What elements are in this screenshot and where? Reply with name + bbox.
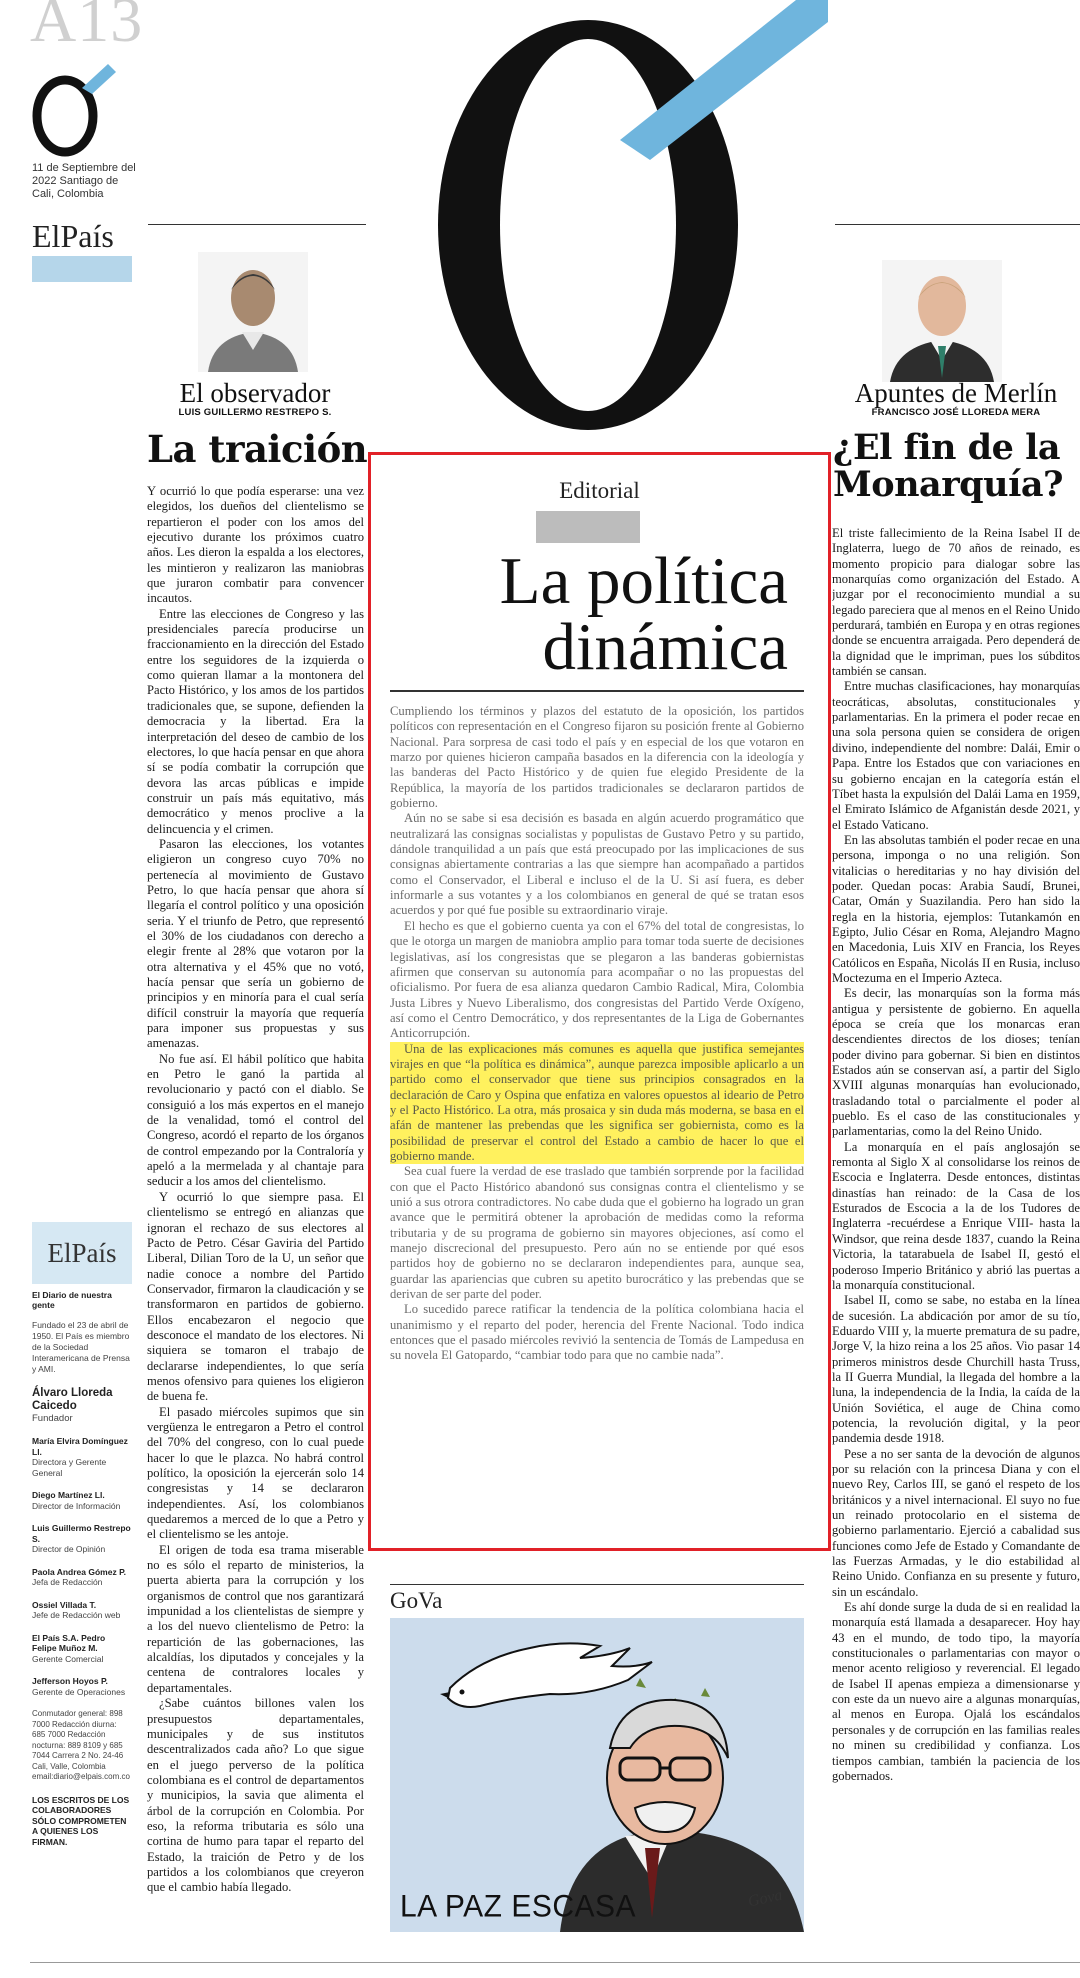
- staff-entry: [32, 1436, 132, 1478]
- founding-note: Fundado el 23 de abril de 1950. El País es miembro de la Sociedad Interamericana de Prensa y AMI.: [32, 1320, 130, 1374]
- tagline: El Diario de nuestra gente: [32, 1290, 112, 1310]
- editorial-title: [378, 544, 788, 684]
- paragraph: Cumpliendo los términos y plazos del estatuto de la oposición, los partidos políticos con representación en el Congreso fijaron su posición frente al Gobierno Nacional. Para sorpresa de casi todo el país y en especial de los que votaron en marzo por quienes hicieron campaña basados en la diferencia con la ideología y las banderas del Pacto Histórico y de quien fue elegido Presidente de la República, la mayoría de los partidos tradicionales se declararon partidos de gobierno.: [390, 704, 804, 811]
- staff-name: Ossiel Villada T.: [32, 1599, 97, 1610]
- paragraph: El triste fallecimiento de la Reina Isabel II de Inglaterra, luego de 70 años de reinado, es momento propicio para dialogar sobre las monarquías como organización del Estado. A juzgar por el reconocimiento mundial a su legado pareciera que al menos en el Reino Unido perdurará, también en Europa y en otras regiones donde se encuentra arraigada. Pero dependerá de la dignidad que le impriman, pues los súbditos también se cansan.: [832, 526, 1080, 679]
- editorial-title-line: La política: [499, 544, 788, 618]
- paragraph: Isabel II, como se sabe, no estaba en la línea de sucesión. La abdicación por amor de su tío, Eduardo VIII y, la muerte prematura de su padre, Jorge V, la hizo reina a los 25 años. Vio pasar 14 primeros ministros desde Churchill hasta Truss, la II Guerra Mundial, la llegada del hombre a la luna, la independencia de la India, la caída de la Unión Soviética, el auge de China como potencia, la revolución digital, y la peor pandemia desde 1918.: [832, 1293, 1080, 1446]
- staff-entry: [32, 1567, 132, 1588]
- column-section-title: Apuntes de Merlín: [854, 378, 1058, 408]
- paragraph: El hecho es que el gobierno cuenta ya con el 67% del total de congresistas, lo que le otorga un margen de maniobra amplio para tomar toda suerte de decisiones legislativas, así los congresistas que se plegaron a las banderas gobiernistas afirmen que conservan su autonomía para acompañar o no las propuestas del oficialismo. Por fuera de esa alianza quedaron Cambio Radical, Mira, Colombia Justa Libres y Nuevo Liberalismo, dos congresistas del Partido Verde Oxígeno, así como el Centro Democrático, y dos representantes de la Liga de Gobernantes Anticorrupción.: [390, 918, 804, 1041]
- staff-entry: [32, 1600, 132, 1621]
- founder-name: Álvaro Lloreda Caicedo: [32, 1387, 113, 1412]
- article-body: [832, 526, 1080, 1946]
- newspaper-logo: ElPaís: [32, 218, 114, 254]
- section-logo-large: [378, 0, 828, 430]
- staff-role: Jefe de Redacción web: [32, 1610, 121, 1620]
- staff-role: Gerente de Operaciones: [32, 1686, 126, 1697]
- editorial-title-line: dinámica: [542, 610, 788, 684]
- author-portrait-right: [882, 260, 1002, 382]
- logo-accent-bar: [32, 256, 132, 282]
- staff-name: Jefferson Hoyos P.: [32, 1676, 108, 1686]
- paragraph: Y ocurrió lo que podía esperarse: una vez elegidos, los dueños del clientelismo se repartieron el poder con los amos del ejecutivo durante los próximos cuatro años. Les dieron la espalda a los electores, les mintieron y realizaron las maniobras que juraron combatir para convencer incautos.: [147, 484, 364, 606]
- paragraph: No fue así. El hábil político que habita en Petro le ganó la partida al revolucionario y pactó con el diablo. Se consiguió a los más expertos en el manejo de la venalidad, tomó el control del Congreso, acordó el reparto de los órganos de control empezando por la Contraloría y apeló a la mermelada y al chantaje para seducir a los amos del clientelismo.: [147, 1051, 364, 1189]
- divider: [390, 690, 804, 692]
- staff-name: Diego Martínez Ll.: [32, 1490, 105, 1500]
- highlighted-paragraph: Una de las explicaciones más comunes es aquella que justifica semejantes virajes en que “la política es dinámica”, aunque parezca imposible aplicarlo a un partido como el conservador que tiene sus principios consagrados en la declaración de Caro y Ospina que enfatiza en valores opuestos al ideario de Petro y el Pacto Histórico. La otra, más prosaica y sin duda más moderna, se basa en el afán de mantener las prebendas que les significa ser gobiernista, como es la posibilidad de preservar el control del Estado a cambio de hacer lo que el gobierno mande.: [390, 1041, 804, 1163]
- founder-role: Fundador: [32, 1413, 73, 1424]
- paragraph: Entre las elecciones de Congreso y las presidenciales parecía producirse un fraccionamiento en la dirección del Estado entre los seguidores de la izquierda o como quieran llamar a la montonera del Pacto Histórico, y los amos de los partidos tradicionales que, se supone, defienden la democracia y la libertad. Era la interpretación del deseo de cambio de los electores, lo que hacía pensar en que ahora sí se podía combatir la corrupción que devora las arcas públicas e impide construir un país más equitativo, más democrático y menos proclive a la delincuencia y el crimen.: [147, 606, 364, 836]
- staff-role: Director de Opinión: [32, 1544, 106, 1554]
- staff-name: Luis Guillermo Restrepo S.: [32, 1523, 131, 1544]
- editorial-kicker: Editorial: [559, 478, 640, 503]
- cartoon-caption: LA PAZ ESCASA: [400, 1889, 637, 1924]
- headline-line: ¿El fin de la: [833, 427, 1061, 468]
- paragraph: Es ahí donde surge la duda de si en realidad la monarquía está llamada a desaparecer. Hoy hay 43 en el mundo, de todo tipo, la mayoría constitucionales o parlamentarias con mayor o menor acento religioso y reverencial. El legado de Isabel II apenas empieza a dimensionarse y con este da un nuevo aire a algunas monarquías, al menos en Europa. Ojalá los escándalos personales y de corrupción en las familias reales no minen su credibilidad y confianza. Los tiempos cambian, también la paciencia de los gobernados.: [832, 1600, 1080, 1783]
- article-headline: [833, 427, 1080, 505]
- masthead-sidebar: [32, 1222, 132, 1847]
- article-headline: La traición: [147, 427, 368, 471]
- paragraph: Sea cual fuere la verdad de ese traslado que también sorprende por la facilidad con que el Pacto Histórico abandonó sus consignas contra el clientelismo y se unió a sus otrora contradictores. No cabe duda que el gobierno ha logrado un gran avance que le permitirá obtener la aprobación de medidas como la reforma tributaria y de su programa de gobierno sin mayores objeciones, así como el manejo discrecional del presupuesto. Pero aún no se entiende por qué esos partidos hoy de gobierno no se declararon independientes para, aunque sea, guardar las apariencias que cubren su apetito burocrático y las prebendas que se derivan de ser parte del poder.: [390, 1164, 804, 1302]
- paragraph: Es decir, las monarquías son la forma más antigua y persistente de gobierno. En aquella época se creía que los monarcas eran descendientes directos de los dioses; tenían poder divino para gobernar. Si bien en distintos Estados aún se conservan así, a partir del Siglo XVIII algunas monarquías han evolucionado, trasladando total o parcialmente el poder al pueblo. Es el caso de las constitucionales y parlamentarias, como la del Reino Unido.: [832, 986, 1080, 1139]
- cartoon-illustration: [390, 1618, 804, 1932]
- divider: [30, 1962, 1080, 1963]
- staff-entry: [32, 1523, 132, 1555]
- dateline: 11 de Septiembre del 2022 Santiago de Cali, Colombia: [32, 162, 136, 200]
- staff-entry: [32, 1676, 132, 1697]
- sidebar-logo: ElPaís: [32, 1222, 132, 1284]
- cartoonist-signature: Gova: [746, 1886, 784, 1911]
- paragraph: El origen de toda esa trama miserable no es sólo el reparto de ministerios, la puerta abierta para la corrupción y los organismos de control que nos garantizará impunidad a los clientelistas de siempre y a los del nuevo clientelismo de Petro: la repartición de las gobernaciones, las alcaldías, los diputados y concejales y la centena de contralores locales y departamentales.: [147, 1542, 364, 1695]
- paragraph: ¿Sabe cuántos billones valen los presupuestos departamentales, municipales y de sus institutos descentralizados cada año? Lo que sigue en el juego perverso de la política colombiana es el control de departamentos y municipios, la savia que alimenta el árbol de la corrupción en Colombia. Por eso, la reforma tributaria es sólo una cortina de humo para tapar el reparto del Estado, la traición de Petro y de los partidos a los colombianos que creyeron que el cambio había llegado.: [147, 1696, 364, 1895]
- staff-entry: [32, 1490, 132, 1511]
- paragraph: Lo sucedido parece ratificar la tendencia de la política colombiana hacia el unanimismo y el reparto del poder, herencia del Frente Nacional. Todo indica entonces que el pasado miércoles revivió la sentencia de Tomás de Lampedusa en su novela El Gatopardo, “cambiar todo para que no cambie nada”.: [390, 1302, 804, 1363]
- staff-role: Gerente Comercial: [32, 1653, 104, 1664]
- divider: [390, 1584, 804, 1585]
- staff-name: El País S.A. Pedro Felipe Muñoz M.: [32, 1632, 106, 1653]
- divider: [148, 224, 366, 225]
- paragraph: Aún no se sabe si esa decisión es basada en algún acuerdo programático que neutralizará las consignas socialistas y populistas de Gustavo Petro y su partido, dándole tranquilidad a un país que está preocupado por las implicaciones de sus consignas abiertamente contrarias a las que siempre han acompañado a partidos como el Conservador, el Liberal e incluso el de la U. Si así fuera, es deber informarle a sus votantes y a los colombianos en general de qué se tratan esos acuerdos y por qué fue posible su extraordinario viraje.: [390, 811, 804, 918]
- author-portrait-left: [198, 252, 308, 372]
- paragraph: Y ocurrió lo que siempre pasa. El clientelismo se entregó en alianzas que ignoran el rechazo de sus electores al Pacto de Petro. César Gaviria del Partido Liberal, Dilian Toro de la U, un señor que nadie conoce a nombre del Partido Conservador, firmaron la claudicación y se transformaron en partidos de gobierno. Ellos encabezaron el negocio que desconoce el mandato de los electores. Ni siquiera se tomaron el trabajo de declararse independientes, lo que sería menos ofensivo para quienes los eligieron de buena fe.: [147, 1189, 364, 1404]
- section-logo-small: [30, 58, 140, 158]
- kicker-bar: [536, 511, 640, 543]
- page-number: A13: [30, 0, 144, 55]
- paragraph: Pasaron las elecciones, los votantes eligieron un congreso cuyo 70% no pertenecía al movimiento de Gustavo Petro, lo que hacía pensar que ahora sí llegaría el control político y una oposición seria. Y el triunfo de Petro, que representó el 30% de los ciudadanos con derecho a elegir frente al 28% que votaron por la otra alternativa y el 45% que no votó, hacía pensar que sería un gobierno de principios y en minoría para el cual sería difícil construir la mayoría que requería para imponer sus propuestas y sus amenazas.: [147, 836, 364, 1051]
- divider: [835, 224, 1080, 225]
- staff-entry: [32, 1633, 132, 1665]
- paragraph: En las absolutas también el poder recae en una persona, imponga o no una religión. Son vitalicias o hereditarias y no hay división del poder. Quedan pocas: Arabia Saudí, Brunei, Catar, Omán y Suazilandia. Pero han sido la regla en la historia, ejemplos: Tutankamón en Egipto, Julio César en Roma, Alejandro Magno en Macedonia, Luis XIV en Francia, los Reyes Católicos en España, Nicolás II en Rusia, incluso Moctezuma en el Imperio Azteca.: [832, 832, 1080, 985]
- staff-name: María Elvira Domínguez Ll.: [32, 1436, 128, 1457]
- contact-info: Conmutador general: 898 7000 Redacción diurna: 685 7000 Redacción nocturna: 889 8109 y 685 7044 Carrera 2 No. 24-46 Cali, Valle, Colombia email:diario@elpais.com.co: [32, 1709, 130, 1781]
- staff-role: Directora y Gerente General: [32, 1457, 107, 1478]
- paragraph: Pese a no ser santa de la devoción de algunos por su relación con la princesa Diana y con el nuevo Rey, Carlos III, se ganó el respeto de los británicos y a nivel internacional. El suyo no fue un reinado protocolario en el sistema de gobierno parlamentario. Ejerció a cabalidad sus funciones como Jefe de Estado y Comandante de las Fuerzas Armadas, y le dio estabilidad al Reino Unido. Confianza en su presente y futuro, sin un escándalo.: [832, 1446, 1080, 1599]
- disclaimer: LOS ESCRITOS DE LOS COLABORADORES SÓLO COMPROMETEN A QUIENES LOS FIRMAN.: [32, 1794, 130, 1847]
- column-section-title: El observador: [179, 378, 331, 408]
- paragraph: Entre muchas clasificaciones, hay monarquías teocráticas, absolutas, constitucionales y parlamentarias. En la primera el poder recae en una sola persona quien se considera de origen divino, independiente del nombre: Dalái, Emir o Papa. Entre los Estados que con variaciones en su gobierno encajan en la categoría están el Tíbet hasta la expulsión del Dalái Lama en 1959, el Emirato Islámico de Afganistán desde 2021, y el Estado Vaticano.: [832, 679, 1080, 832]
- author-byline: FRANCISCO JOSÉ LLOREDA MERA: [871, 407, 1041, 418]
- paragraph: La monarquía en el país anglosajón se remonta al Siglo X al consolidarse los reinos de Escocia e Inglaterra. Desde entonces, distintas dinastías han reinado: de la Casa de los Esturados de Escocia a la de los Tudores de Inglaterra -recuérdese a Enrique VIII- hasta la Windsor, que reina desde 1837, cuando la Reina Victoria, la tatarabuela de Isabel II, gestó el poderoso Imperio Británico y abrió las puertas a la monarquía constitucional.: [832, 1139, 1080, 1292]
- author-byline: LUIS GUILLERMO RESTREPO S.: [178, 407, 332, 418]
- editorial-body: [390, 704, 804, 1544]
- paragraph: El pasado miércoles supimos que sin vergüenza le entregaron a Petro el control del 70% del congreso, con lo cual puede hacer lo que le plazca. No habrá control político, la oposición la ejercerán solo 14 congresistas y 14 se declararon independientes. Así, los colombianos quedaremos a merced de lo que a Petro y el clientelismo se les antoje.: [147, 1404, 364, 1542]
- staff-name: Paola Andrea Gómez P.: [32, 1566, 127, 1577]
- cartoon-label: GoVa: [390, 1588, 443, 1613]
- headline-line: Monarquía?: [833, 463, 1064, 505]
- staff-role: Jefa de Redacción: [32, 1577, 103, 1587]
- staff-role: Director de Información: [32, 1500, 121, 1511]
- article-body: [147, 484, 364, 1944]
